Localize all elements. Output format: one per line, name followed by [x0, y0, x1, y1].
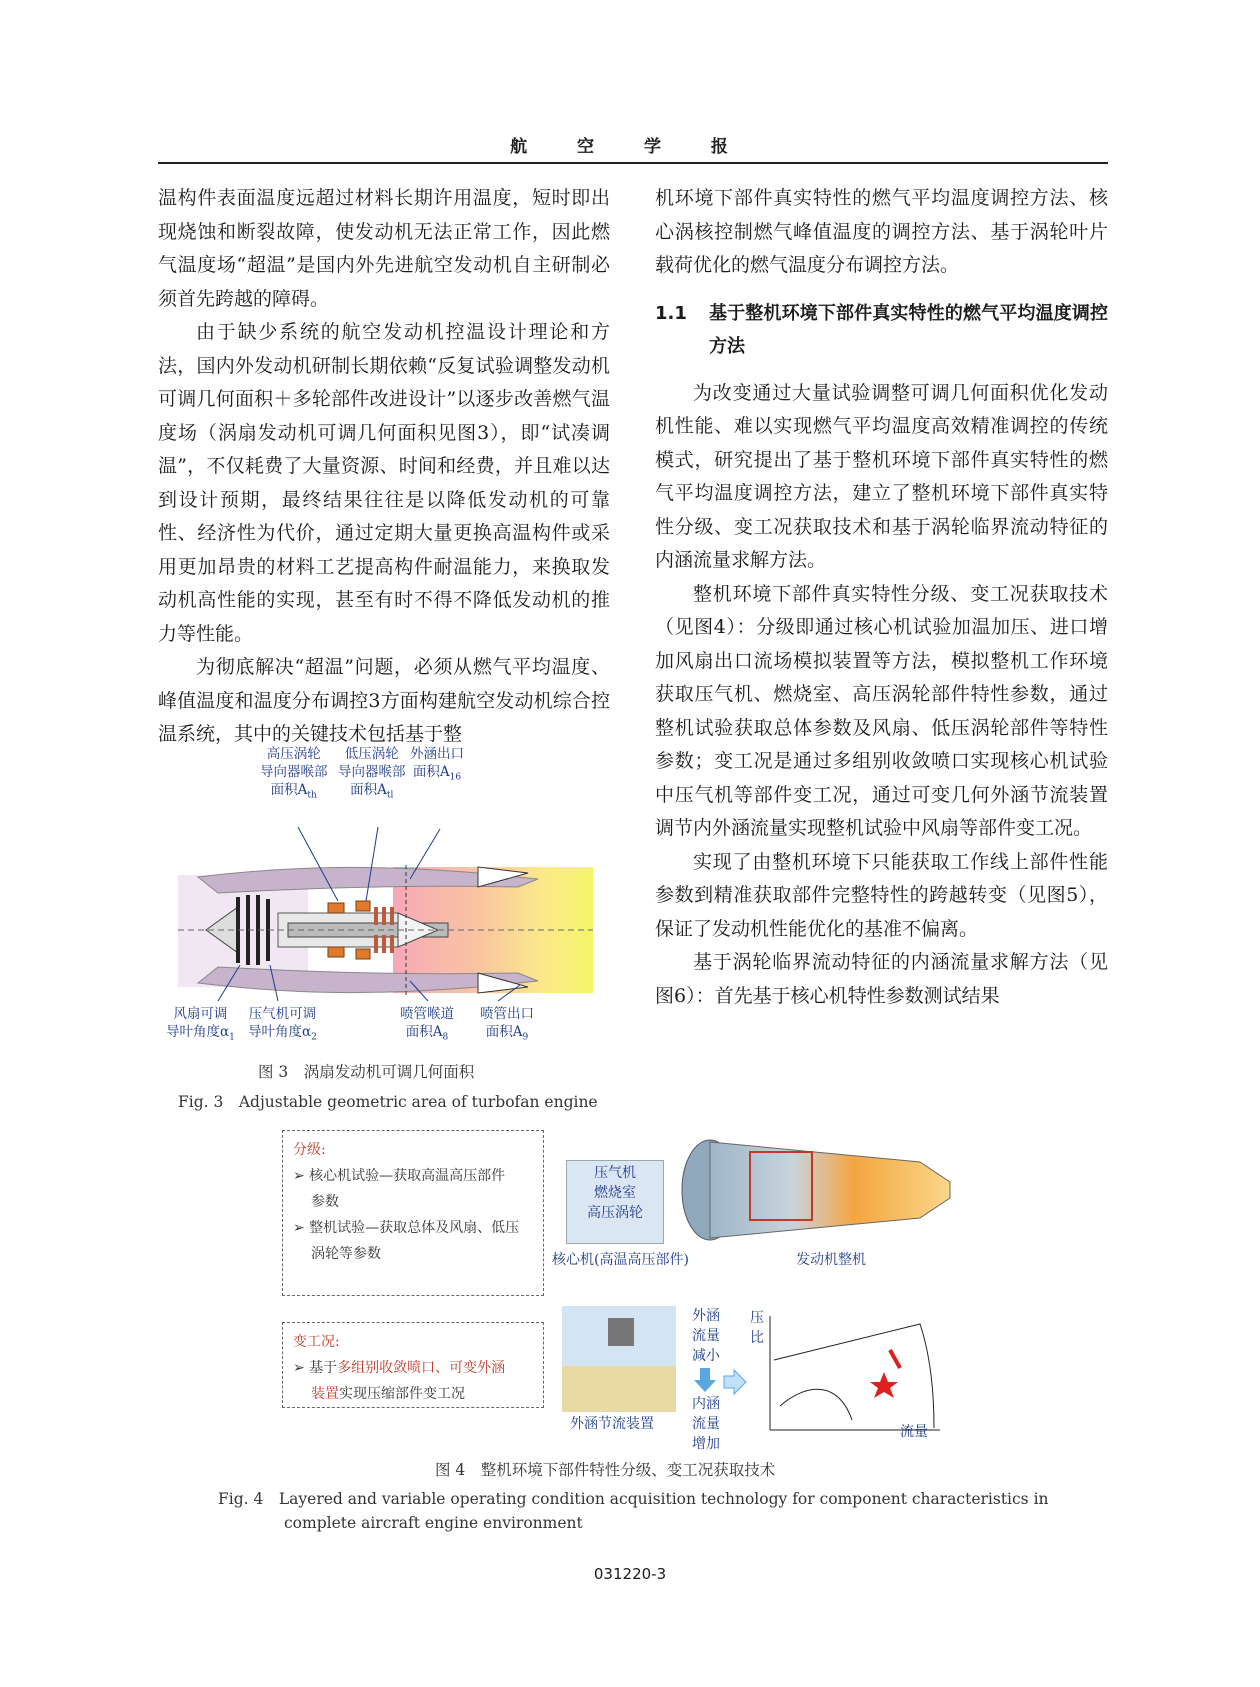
figure-3-caption-en: Fig. 3 Adjustable geometric area of turbofan engine [178, 1093, 598, 1111]
journal-title: 航 空 学 报 [510, 137, 750, 157]
bypass-throttle-image [562, 1306, 676, 1412]
y-axis-label: 压 比 [750, 1310, 764, 1346]
x-axis-label: 流量 [900, 1424, 928, 1440]
bypass-flow-decrease: 外涵 流量 减小 [692, 1308, 720, 1364]
left-paragraph-3: 为彻底解决“超温”问题，必须从燃气平均温度、峰值温度和温度分布调控3方面构建航空发动机综合控温系统，其中的关键技术包括基于整 [158, 656, 610, 745]
figure-3-caption-zh: 图 3 涡扇发动机可调几何面积 [258, 1063, 475, 1081]
left-paragraph-2: 由于缺少系统的航空发动机控温设计理论和方法，国内外发动机研制长期依赖“反复试验调整发动机可调几何面积＋多轮部件改进设计”以逐步改善燃气温度场（涡扇发动机可调几何面积见图3），即“试凑调温”，不仅耗费了大量资源、时间和经费，并且难以达到设计预期，最终结果往往是以降低发动机的可靠性、经济性为代价，通过定期大量更换高温构件或采用更加昂贵的材料工艺提高构件耐温能力，来换取发动机高性能的实现，甚至有时不得不降低发动机的推力等性能。 [158, 321, 610, 645]
figure-4 [270, 1130, 1010, 1450]
section-number: 1.1 [655, 302, 687, 324]
label-nozzle-exit-area: 喷管出口 面积$A_9$ [480, 1006, 534, 1043]
label-nozzle-throat-area: 喷管喉道 面积$A_8$ [400, 1006, 454, 1043]
figure-4-caption-en-line2: complete aircraft engine environment [284, 1514, 583, 1532]
compressor-map [760, 1310, 946, 1436]
right-paragraph-2: 为改变通过大量试验调整可调几何面积优化发动机性能、难以实现燃气平均温度高效精准调控的传统模式，研究提出了基于整机环境下部件真实特性的燃气平均温度调控方法，建立了整机环境下部件真实特性分级、变工况获取技术和基于涡轮临界流动特征的内涵流量求解方法。 [655, 381, 1108, 571]
left-column [158, 182, 610, 752]
section-heading [655, 297, 1108, 363]
complete-engine-caption: 发动机整机 [796, 1252, 866, 1268]
right-paragraph-4: 实现了由整机环境下只能获取工作线上部件性能参数到精准获取部件完整特性的跨越转变（见图5），保证了发动机性能优化的基准不偏离。 [655, 850, 1108, 940]
label-bypass-exit-area: 外涵出口 面积$A_{16}$ [410, 746, 464, 783]
page-number: 031220-3 [593, 1565, 667, 1583]
header-rule [158, 162, 1108, 164]
figure-3 [166, 746, 598, 1065]
right-column [655, 182, 1108, 1013]
core-engine-caption: 核心机(高温高压部件) [552, 1252, 689, 1268]
label-lp-turbine-area: 低压涡轮 导向器喉部 面积$A_{tl}$ [338, 746, 406, 801]
core-flow-increase: 内涵 流量 增加 [692, 1396, 720, 1452]
figure-4-caption-en-line1: Fig. 4 Layered and variable operating condition acquisition technology for component characteristics in [218, 1490, 1049, 1508]
engine-cutaway-image [680, 1132, 960, 1248]
layering-box: 分级: ➢ 核心机试验—获取高温高压部件 参数 ➢ 整机试验—获取总体及风扇、低压 涡轮等参数 [282, 1130, 544, 1296]
label-hp-turbine-area: 高压涡轮 导向器喉部 面积$A_{th}$ [260, 746, 328, 801]
core-engine-box: 压气机 燃烧室 高压涡轮 [566, 1160, 664, 1244]
turbofan-diagram [178, 795, 598, 1065]
figure-4-caption-zh: 图 4 整机环境下部件特性分级、变工况获取技术 [435, 1461, 776, 1479]
label-compressor-vane-angle: 压气机可调 导叶角度$\alpha_2$ [248, 1006, 317, 1043]
right-paragraph-5: 基于涡轮临界流动特征的内涵流量求解方法（见图6）：首先基于核心机特性参数测试结果 [655, 951, 1108, 1007]
left-paragraph-1: 温构件表面温度远超过材料长期许用温度，短时即出现烧蚀和断裂故障，使发动机无法正常工作，因此燃气温度场“超温”是国内外先进航空发动机自主研制必须首先跨越的障碍。 [158, 187, 610, 310]
variable-condition-box: 变工况: ➢ 基于多组别收敛喷口、可变外涵 装置实现压缩部件变工况 [282, 1322, 544, 1408]
right-paragraph-1: 机环境下部件真实特性的燃气平均温度调控方法、核心涡核控制燃气峰值温度的调控方法、基于涡轮叶片载荷优化的燃气温度分布调控方法。 [655, 187, 1108, 276]
bypass-throttle-caption: 外涵节流装置 [570, 1416, 654, 1432]
section-title: 基于整机环境下部件真实特性的燃气平均温度调控方法 [709, 302, 1108, 357]
right-paragraph-3: 整机环境下部件真实特性分级、变工况获取技术（见图4）：分级即通过核心机试验加温加压、进口增加风扇出口流场模拟装置等方法，模拟整机工作环境获取压气机、燃烧室、高压涡轮部件特性参数，通过整机试验获取总体参数及风扇、低压涡轮部件等特性参数；变工况是通过多组别收敛喷口实现核心机试验中压气机等部件变工况，通过可变几何外涵节流装置调节内外涵流量实现整机试验中风扇等部件变工况。 [655, 582, 1108, 839]
label-fan-vane-angle: 风扇可调 导叶角度$\alpha_1$ [166, 1006, 235, 1043]
